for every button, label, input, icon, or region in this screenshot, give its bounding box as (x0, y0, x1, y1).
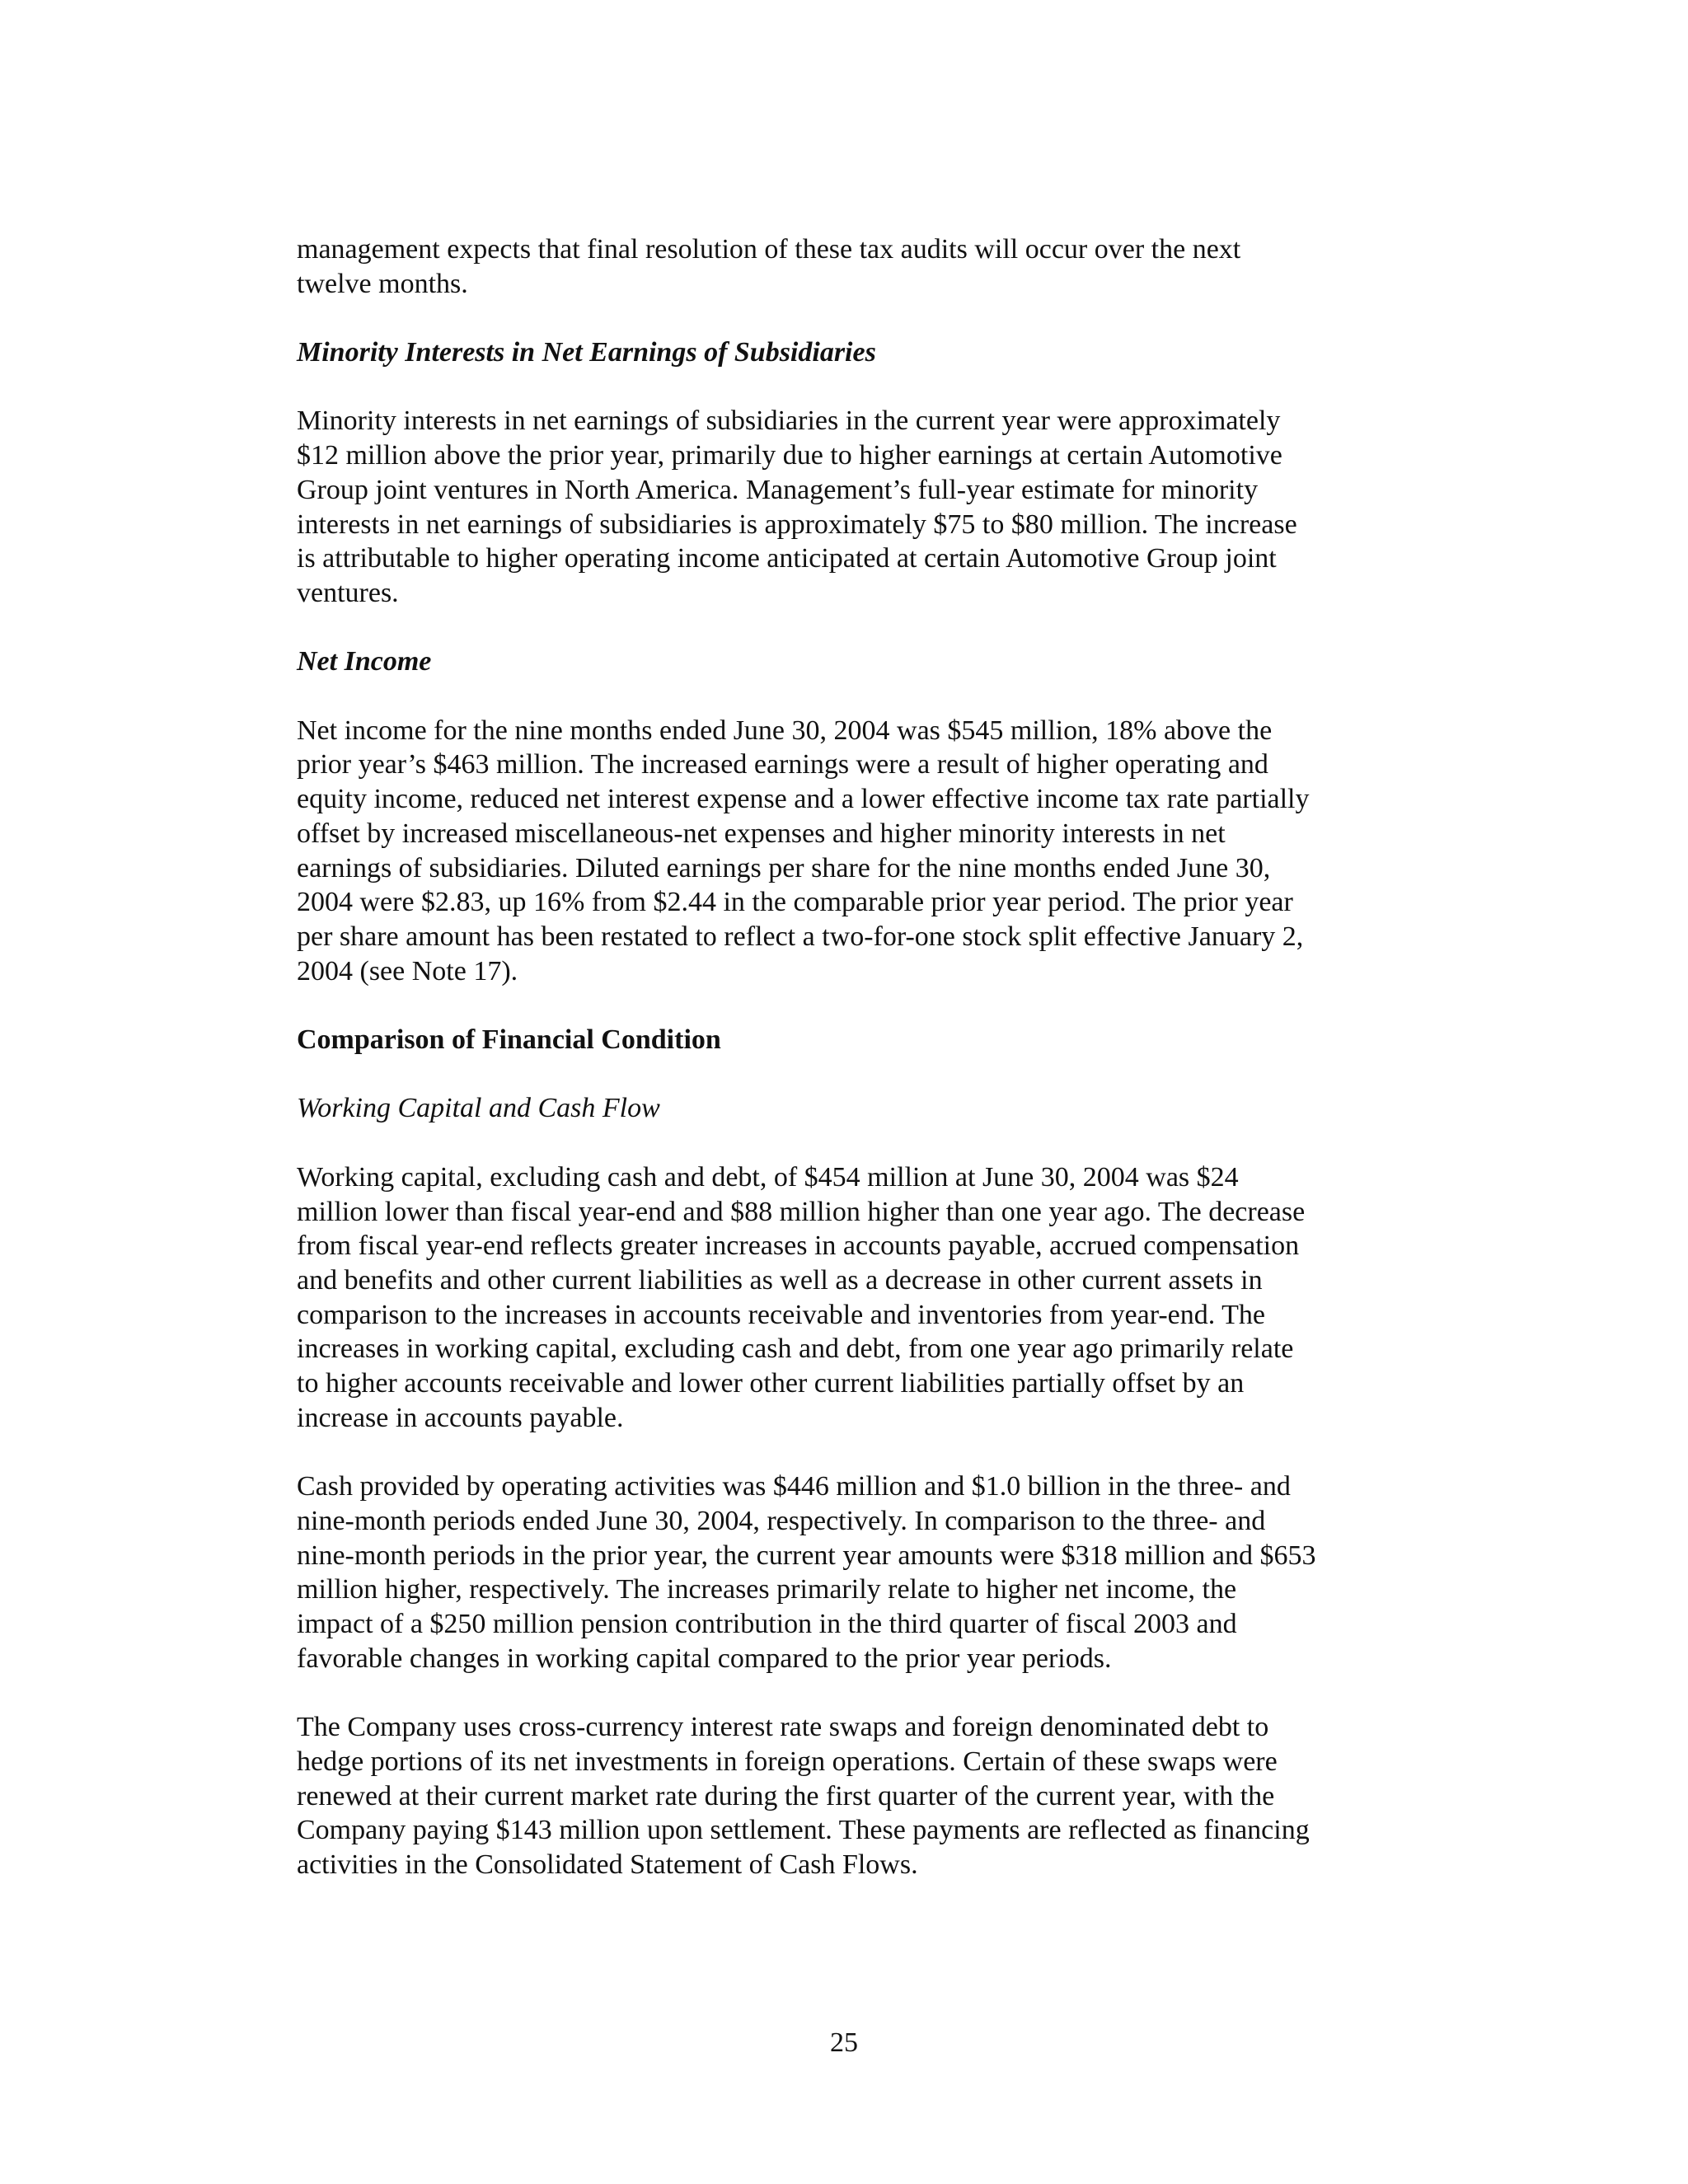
text-line: $12 million above the prior year, primarily due to higher earnings at certain Automotive (297, 440, 1282, 471)
working-capital-subheading: Working Capital and Cash Flow (297, 1093, 660, 1124)
text-line: million higher, respectively. The increases primarily relate to higher net income, the (297, 1574, 1237, 1605)
text-line: offset by increased miscellaneous-net expenses and higher minority interests in net (297, 818, 1226, 849)
minority-interests-paragraph (297, 404, 1414, 610)
text-line: prior year’s $463 million. The increased earnings were a result of higher operating and (297, 749, 1268, 780)
net-income-paragraph (297, 714, 1414, 989)
text-line: increase in accounts payable. (297, 1402, 624, 1433)
minority-interests-heading: Minority Interests in Net Earnings of Subsidiaries (297, 337, 876, 368)
text-line: equity income, reduced net interest expense and a lower effective income tax rate partially (297, 784, 1310, 815)
text-line: renewed at their current market rate during the first quarter of the current year, with the (297, 1780, 1275, 1811)
text-line: per share amount has been restated to reflect a two-for-one stock split effective January 2, (297, 921, 1304, 952)
document-page (297, 232, 1414, 1882)
text-line: earnings of subsidiaries. Diluted earnings per share for the nine months ended June 30, (297, 852, 1271, 883)
page-number: 25 (830, 2027, 858, 2058)
text-line: Net income for the nine months ended June 30, 2004 was $545 million, 18% above the (297, 715, 1273, 746)
text-line: ventures. (297, 578, 399, 608)
text-line: twelve months. (297, 268, 468, 299)
text-line: from fiscal year-end reflects greater increases in accounts payable, accrued compensation (297, 1230, 1300, 1262)
text-line: million lower than fiscal year-end and $88 million higher than one year ago. The decrease (297, 1196, 1306, 1227)
swaps-paragraph (297, 1710, 1414, 1882)
text-line: to higher accounts receivable and lower other current liabilities partially offset by an (297, 1368, 1245, 1399)
text-line: is attributable to higher operating income anticipated at certain Automotive Group joint (297, 543, 1277, 574)
text-line: management expects that final resolution of these tax audits will occur over the next (297, 234, 1241, 265)
text-line: nine-month periods ended June 30, 2004, respectively. In comparison to the three- and (297, 1505, 1266, 1536)
cash-flow-paragraph (297, 1469, 1414, 1675)
text-line: Working capital, excluding cash and debt, of $454 million at June 30, 2004 was $24 (297, 1161, 1239, 1193)
text-line: impact of a $250 million pension contribution in the third quarter of fiscal 2003 and (297, 1609, 1237, 1639)
text-line: comparison to the increases in accounts receivable and inventories from year-end. The (297, 1299, 1266, 1330)
text-line: nine-month periods in the prior year, the current year amounts were $318 million and $653 (297, 1540, 1316, 1571)
text-line: Group joint ventures in North America. Management’s full-year estimate for minority (297, 474, 1259, 505)
text-line: and benefits and other current liabilities as well as a decrease in other current assets in (297, 1264, 1263, 1296)
text-line: Company paying $143 million upon settlement. These payments are reflected as financing (297, 1815, 1310, 1846)
text-line: interests in net earnings of subsidiaries is approximately $75 to $80 million. The increase (297, 509, 1297, 540)
text-line: favorable changes in working capital compared to the prior year periods. (297, 1643, 1112, 1674)
continuation-paragraph (297, 232, 1414, 301)
financial-condition-heading: Comparison of Financial Condition (297, 1024, 721, 1056)
working-capital-paragraph (297, 1160, 1414, 1436)
text-line: increases in working capital, excluding cash and debt, from one year ago primarily relate (297, 1333, 1294, 1365)
text-line: 2004 (see Note 17). (297, 955, 518, 987)
text-line: Cash provided by operating activities was $446 million and $1.0 billion in the three- and (297, 1471, 1291, 1502)
text-line: Minority interests in net earnings of subsidiaries in the current year were approximately (297, 405, 1281, 437)
text-line: 2004 were $2.83, up 16% from $2.44 in the comparable prior year period. The prior year (297, 887, 1293, 918)
text-line: activities in the Consolidated Statement of Cash Flows. (297, 1849, 918, 1880)
net-income-heading: Net Income (297, 646, 432, 677)
text-line: hedge portions of its net investments in foreign operations. Certain of these swaps were (297, 1746, 1278, 1777)
text-line: The Company uses cross-currency interest rate swaps and foreign denominated debt to (297, 1712, 1269, 1743)
